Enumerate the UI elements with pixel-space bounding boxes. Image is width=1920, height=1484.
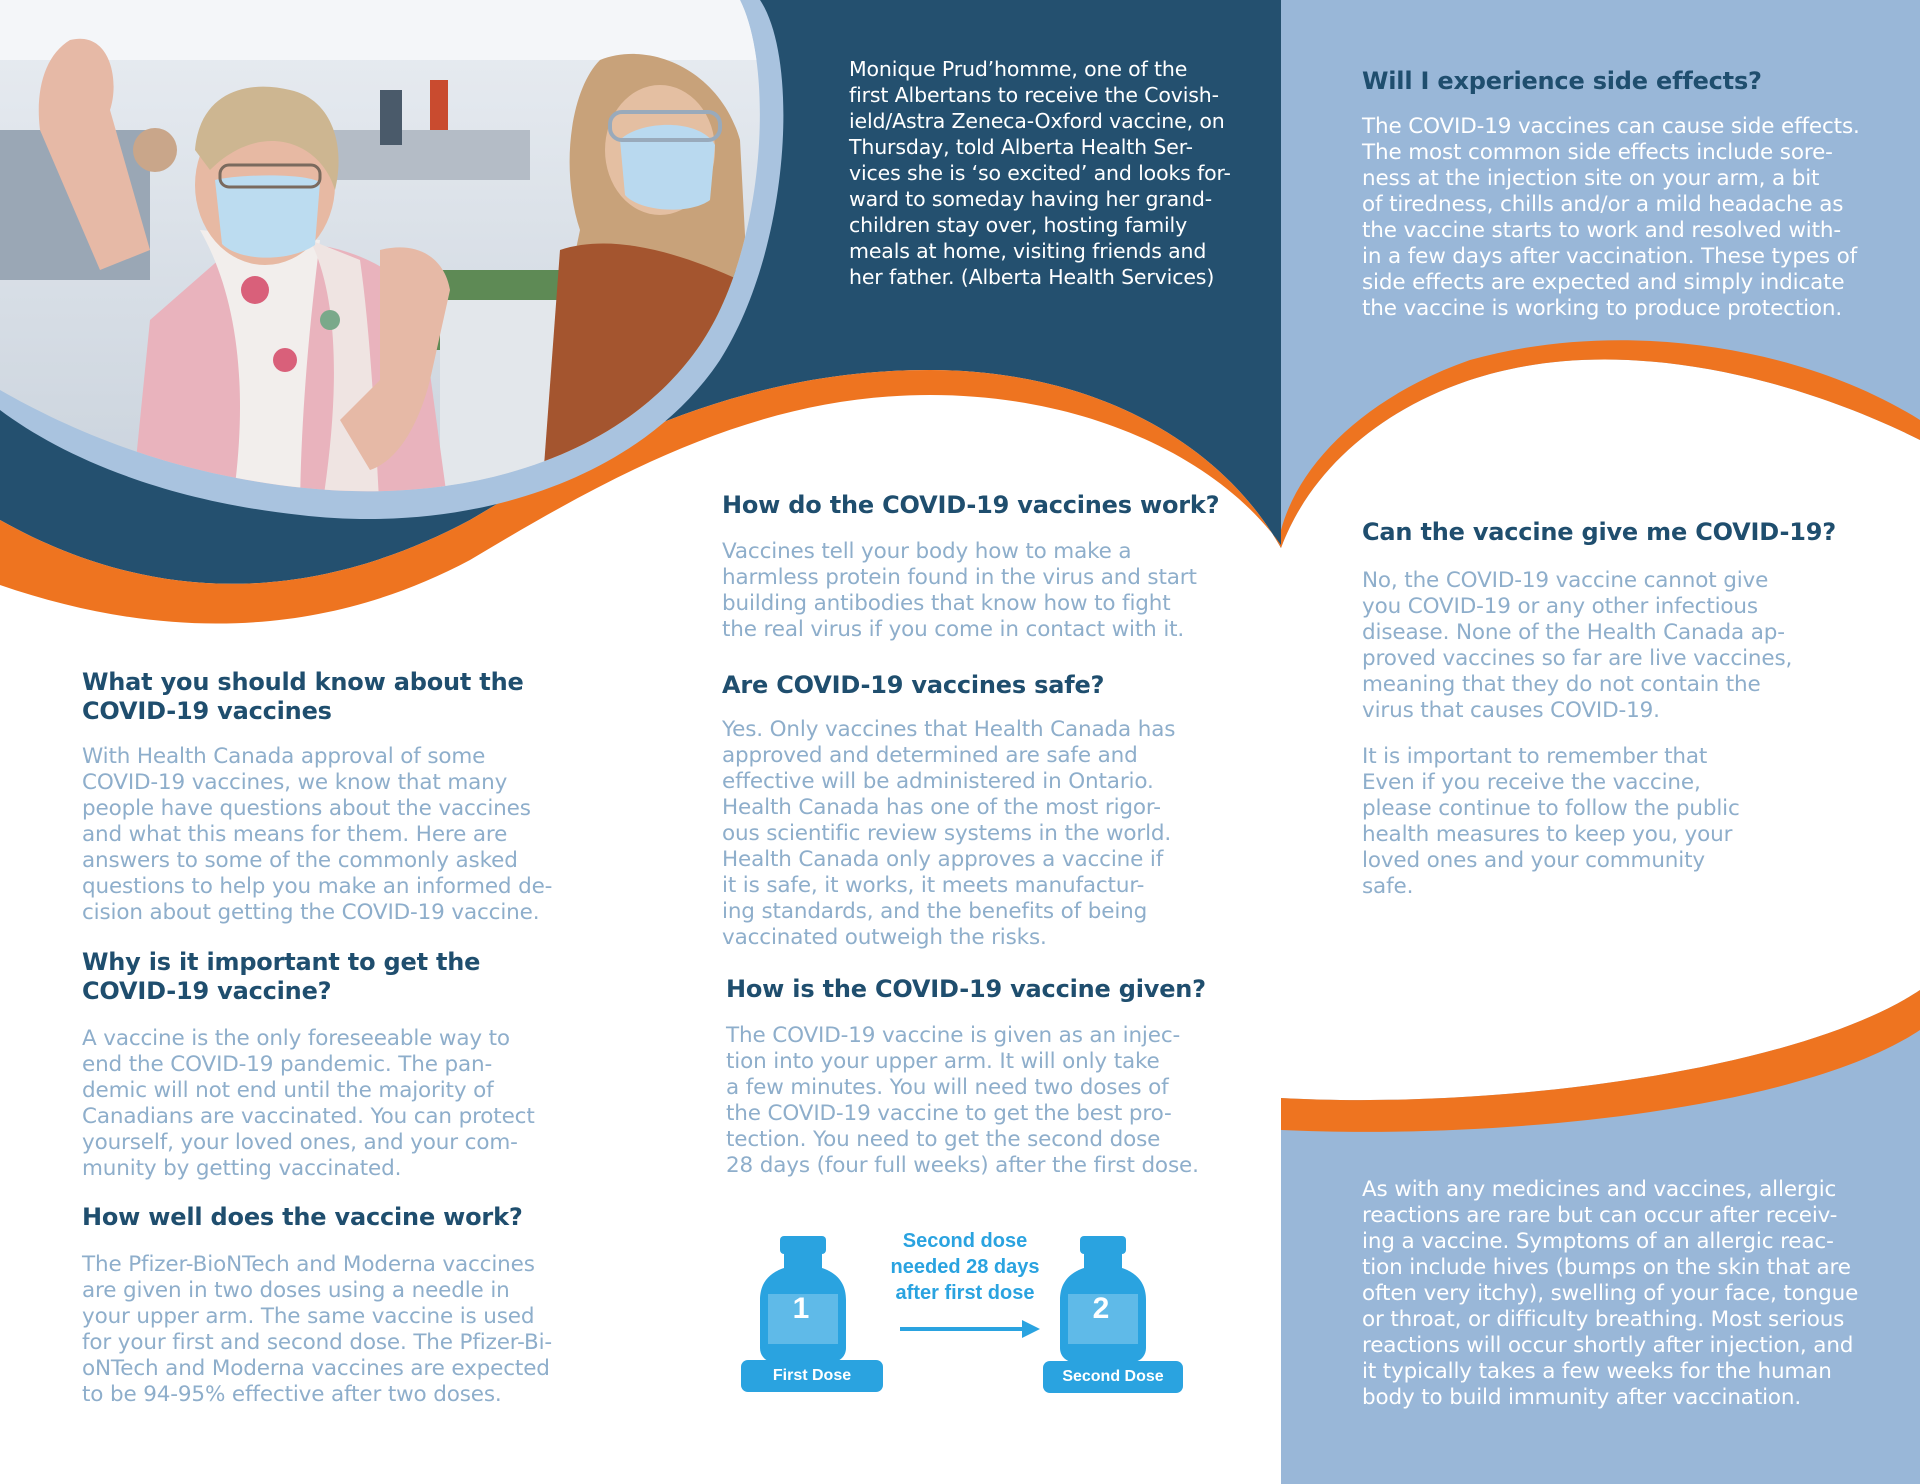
body-give-covid: No, the COVID-19 vaccine cannot give you COVID-19 or any other infectious disease. None of the Health Canada ap- proved vaccines so far are live vaccines, meaning that they do not contain the virus that causes COVID-19. bbox=[1362, 568, 1793, 723]
second-dose-note: Second dose needed 28 days after first dose bbox=[890, 1230, 1040, 1304]
heading-how-given: How is the COVID-19 vaccine given? bbox=[726, 975, 1206, 1003]
heading-are-safe: Are COVID-19 vaccines safe? bbox=[722, 671, 1105, 699]
right-white-blob bbox=[1281, 360, 1920, 1101]
body-are-safe: Yes. Only vaccines that Health Canada has approved and determined are safe and effective will be administered in Ontario. Health Canada has one of the most rigor- ous scientific review systems in the world. Health Canada only approves a vaccine if it is safe, it works, it meets manufactur- ing standards, and the benefits of being vaccinated outweigh the risks. bbox=[722, 717, 1176, 950]
photo-caption: Monique Prud’homme, one of the first Albertans to receive the Covish- ield/Astra Zeneca-Oxford vaccine, on Thursday, told Alberta Health Ser- vices she is ‘so excited’ and looks for- ward to someday having her grand- children stay over, hosting family meals at home, visiting friends and her father. (Alberta Health Services) bbox=[849, 57, 1231, 289]
body-remember: It is important to remember that Even if you receive the vaccine, please continue to follow the public health measures to keep you, your loved ones and your community safe. bbox=[1362, 744, 1740, 899]
first-dose-label: First Dose bbox=[741, 1360, 883, 1392]
body-how-given: The COVID-19 vaccine is given as an injec- tion into your upper arm. It will only take a few minutes. You will need two doses of the COVID-19 vaccine to get the best pro- tection. You need to get the second dose 28 days (four full weeks) after the first dose. bbox=[726, 1023, 1199, 1178]
heading-what-to-know: What you should know about the COVID-19 vaccines bbox=[82, 668, 524, 725]
dose-number-first: 1 bbox=[792, 1292, 810, 1325]
second-dose-label: Second Dose bbox=[1043, 1361, 1183, 1393]
heading-give-covid: Can the vaccine give me COVID-19? bbox=[1362, 518, 1836, 546]
body-what-to-know: With Health Canada approval of some COVID-19 vaccines, we know that many people have questions about the vaccines and what this means for them. Here are answers to some of the commonly asked questions to help you make an informed de- cision about getting the COVID-19 vaccine. bbox=[82, 744, 553, 925]
body-how-well: The Pfizer-BioNTech and Moderna vaccines are given in two doses using a needle in your upper arm. The same vaccine is used for your first and second dose. The Pfizer-Bi- oNTech and Moderna vaccines are expected to be 94-95% effective after two doses. bbox=[82, 1252, 552, 1407]
heading-side-effects: Will I experience side effects? bbox=[1362, 67, 1762, 95]
body-side-effects: The COVID-19 vaccines can cause side effects. The most common side effects include sore- ness at the injection site on your arm, a bit of tiredness, chills and/or a mild headache as the vaccine starts to work and resolved with- in a few days after vaccination. These types of side effects are expected and simply indicate the vaccine is working to produce protection. bbox=[1362, 114, 1860, 321]
body-allergic-reactions: As with any medicines and vaccines, allergic reactions are rare but can occur after receiv- ing a vaccine. Symptoms of an allergic reac- tion include hives (bumps on the skin that are often very itchy), swelling of your face, tongue or throat, or difficulty breathing. Most serious reactions will occur shortly after injection, and it typically takes a few weeks for the human body to build immunity after vaccination. bbox=[1362, 1177, 1859, 1410]
dose-number-second: 2 bbox=[1092, 1292, 1110, 1325]
heading-how-work: How do the COVID-19 vaccines work? bbox=[722, 491, 1220, 519]
heading-how-well: How well does the vaccine work? bbox=[82, 1203, 523, 1231]
body-why-important: A vaccine is the only foreseeable way to end the COVID-19 pandemic. The pan- demic will not end until the majority of Canadians are vaccinated. You can protect yourself, your loved ones, and your com- munity by getting vaccinated. bbox=[82, 1026, 535, 1181]
heading-why-important: Why is it important to get the COVID-19 vaccine? bbox=[82, 948, 481, 1005]
body-how-work: Vaccines tell your body how to make a harmless protein found in the virus and start building antibodies that know how to fight the real virus if you come in contact with it. bbox=[722, 539, 1197, 642]
arrow-right-icon bbox=[900, 1320, 1040, 1338]
